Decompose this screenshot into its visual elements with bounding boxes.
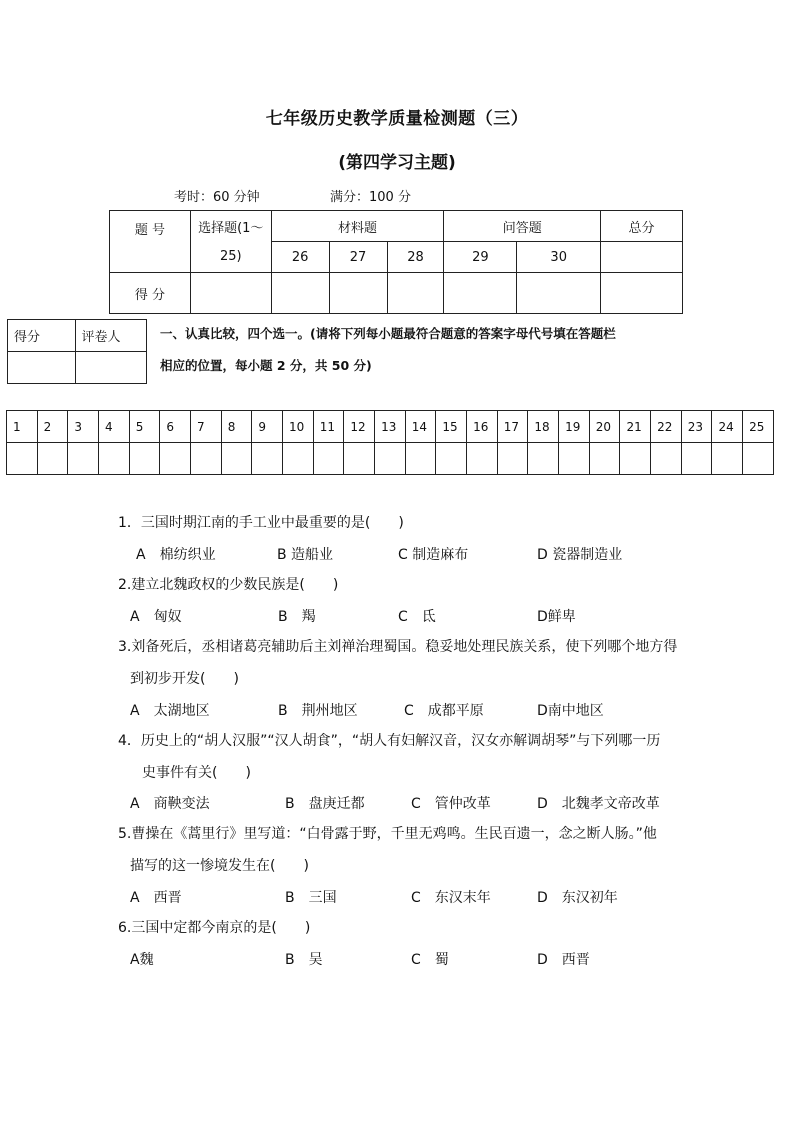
answer-cell[interactable] <box>375 443 406 475</box>
question-1-stem: 1．三国时期江南的手工业中最重要的是( ) <box>118 515 404 531</box>
col-29: 29 <box>444 242 517 273</box>
answer-cell[interactable] <box>7 443 38 475</box>
answer-grid-number: 4 <box>99 411 130 443</box>
answer-grid-number: 16 <box>467 411 498 443</box>
q4-option-a: A 商鞅变法 <box>130 796 210 812</box>
answer-grid-number: 2 <box>37 411 68 443</box>
question-5-stem-cont: 描写的这一惨境发生在( ) <box>130 858 309 874</box>
answer-cell[interactable] <box>681 443 712 475</box>
answer-grid-number: 5 <box>129 411 160 443</box>
score-cell[interactable] <box>271 273 329 314</box>
grader-score-label: 得分 <box>8 320 76 352</box>
score-cell[interactable] <box>329 273 387 314</box>
choice-header-cont: 25) <box>190 242 271 273</box>
answer-cell[interactable] <box>252 443 283 475</box>
score-cell[interactable] <box>444 273 517 314</box>
answer-cell[interactable] <box>160 443 191 475</box>
score-cell[interactable] <box>517 273 601 314</box>
q1-option-d: D 瓷器制造业 <box>537 547 623 563</box>
section1-instruction-cont: 相应的位置，每小题 2 分，共 50 分) <box>160 358 372 373</box>
q3-option-d: D南中地区 <box>537 703 604 719</box>
full-score: 满分：100 分 <box>330 190 411 205</box>
answer-cell[interactable] <box>68 443 99 475</box>
answer-grid-number: 21 <box>620 411 651 443</box>
total-header: 总分 <box>601 211 683 242</box>
answer-cell[interactable] <box>559 443 590 475</box>
q2-option-a: A 匈奴 <box>130 609 182 625</box>
q6-option-c: C 蜀 <box>411 952 449 968</box>
question-4-stem-cont: 史事件有关( ) <box>142 765 251 781</box>
col-26: 26 <box>271 242 329 273</box>
answer-cell[interactable] <box>712 443 743 475</box>
answer-grid-number: 12 <box>344 411 375 443</box>
answer-grid-number: 14 <box>405 411 436 443</box>
answer-cell[interactable] <box>191 443 222 475</box>
answer-grid <box>6 410 774 475</box>
score-cell[interactable] <box>190 273 271 314</box>
question-3-stem: 3.刘备死后，丞相诸葛亮辅助后主刘禅治理蜀国。稳妥地处理民族关系，使下列哪个地方得 <box>118 639 678 655</box>
answer-grid-number: 19 <box>559 411 590 443</box>
q1-option-c: C 制造麻布 <box>398 547 469 563</box>
q5-option-c: C 东汉末年 <box>411 890 491 906</box>
score-cell[interactable] <box>387 273 444 314</box>
question-2-stem: 2.建立北魏政权的少数民族是( ) <box>118 577 339 593</box>
col-30: 30 <box>517 242 601 273</box>
answer-grid-number: 23 <box>681 411 712 443</box>
answer-cell[interactable] <box>99 443 130 475</box>
q6-option-b: B 吴 <box>285 952 323 968</box>
question-4-stem: 4．历史上的“胡人汉服”“汉人胡食”，“胡人有妇解汉音，汉女亦解调胡琴”与下列哪一历 <box>118 733 661 749</box>
page-subtitle: (第四学习主题) <box>338 153 456 173</box>
answer-cell[interactable] <box>651 443 682 475</box>
q2-option-b: B 羯 <box>278 609 316 625</box>
answer-grid-number: 13 <box>375 411 406 443</box>
answer-cell[interactable] <box>528 443 559 475</box>
answer-cell[interactable] <box>436 443 467 475</box>
answer-cell[interactable] <box>129 443 160 475</box>
answer-grid-number: 1 <box>7 411 38 443</box>
answer-grid-number: 24 <box>712 411 743 443</box>
answer-grid-number: 11 <box>313 411 344 443</box>
q3-option-b: B 荆州地区 <box>278 703 358 719</box>
answer-grid-number: 8 <box>221 411 252 443</box>
answer-grid-number: 22 <box>651 411 682 443</box>
question-5-stem: 5.曹操在《蒿里行》里写道：“白骨露于野，千里无鸡鸣。生民百遗一，念之断人肠。”他 <box>118 826 657 842</box>
answer-grid-number: 25 <box>743 411 774 443</box>
answer-grid-number: 6 <box>160 411 191 443</box>
total-empty-cell <box>601 242 683 273</box>
page-title: 七年级历史教学质量检测题（三） <box>265 109 529 129</box>
grader-name-cell[interactable] <box>75 352 146 384</box>
q4-option-d: D 北魏孝文帝改革 <box>537 796 660 812</box>
q6-option-d: D 西晋 <box>537 952 590 968</box>
answer-grid-number: 18 <box>528 411 559 443</box>
question-6-stem: 6.三国中定都今南京的是( ) <box>118 920 311 936</box>
answer-cell[interactable] <box>467 443 498 475</box>
q4-option-b: B 盘庚迁都 <box>285 796 365 812</box>
exam-time: 考时：60 分钟 <box>174 190 260 205</box>
grader-table <box>7 319 147 384</box>
q5-option-d: D 东汉初年 <box>537 890 618 906</box>
score-row-label: 得 分 <box>110 273 191 314</box>
answer-grid-number: 10 <box>283 411 314 443</box>
answer-grid-number: 17 <box>497 411 528 443</box>
grader-label: 评卷人 <box>75 320 146 352</box>
answer-cell[interactable] <box>589 443 620 475</box>
section1-instruction: 一、认真比较，四个选一。(请将下列每小题最符合题意的答案字母代号填在答题栏 <box>160 326 616 341</box>
grader-score-cell[interactable] <box>8 352 76 384</box>
answer-cell[interactable] <box>344 443 375 475</box>
col-27: 27 <box>329 242 387 273</box>
q6-option-a: A魏 <box>130 952 154 968</box>
answer-cell[interactable] <box>37 443 68 475</box>
score-cell[interactable] <box>601 273 683 314</box>
material-header: 材料题 <box>271 211 444 242</box>
answer-cell[interactable] <box>221 443 252 475</box>
q1-option-b: B 造船业 <box>277 547 334 563</box>
q5-option-a: A 西晋 <box>130 890 182 906</box>
q2-option-c: C 氐 <box>398 609 436 625</box>
q2-option-d: D鲜卑 <box>537 609 576 625</box>
answer-grid-number: 15 <box>436 411 467 443</box>
answer-cell[interactable] <box>405 443 436 475</box>
answer-cell[interactable] <box>497 443 528 475</box>
answer-grid-number: 20 <box>589 411 620 443</box>
answer-cell[interactable] <box>620 443 651 475</box>
answer-grid-number: 3 <box>68 411 99 443</box>
answer-cell[interactable] <box>313 443 344 475</box>
q1-option-a: A 棉纺织业 <box>136 547 216 563</box>
col-28: 28 <box>387 242 444 273</box>
topic-no-header: 题 号 <box>110 211 191 273</box>
answer-cell[interactable] <box>743 443 774 475</box>
score-table <box>109 210 683 314</box>
q5-option-b: B 三国 <box>285 890 337 906</box>
q4-option-c: C 管仲改革 <box>411 796 491 812</box>
answer-cell[interactable] <box>283 443 314 475</box>
question-3-stem-cont: 到初步开发( ) <box>130 671 239 687</box>
choice-header: 选择题(1～ <box>190 211 271 242</box>
answer-grid-number: 9 <box>252 411 283 443</box>
answer-grid-number: 7 <box>191 411 222 443</box>
q3-option-c: C 成都平原 <box>404 703 484 719</box>
essay-header: 问答题 <box>444 211 601 242</box>
q3-option-a: A 太湖地区 <box>130 703 210 719</box>
